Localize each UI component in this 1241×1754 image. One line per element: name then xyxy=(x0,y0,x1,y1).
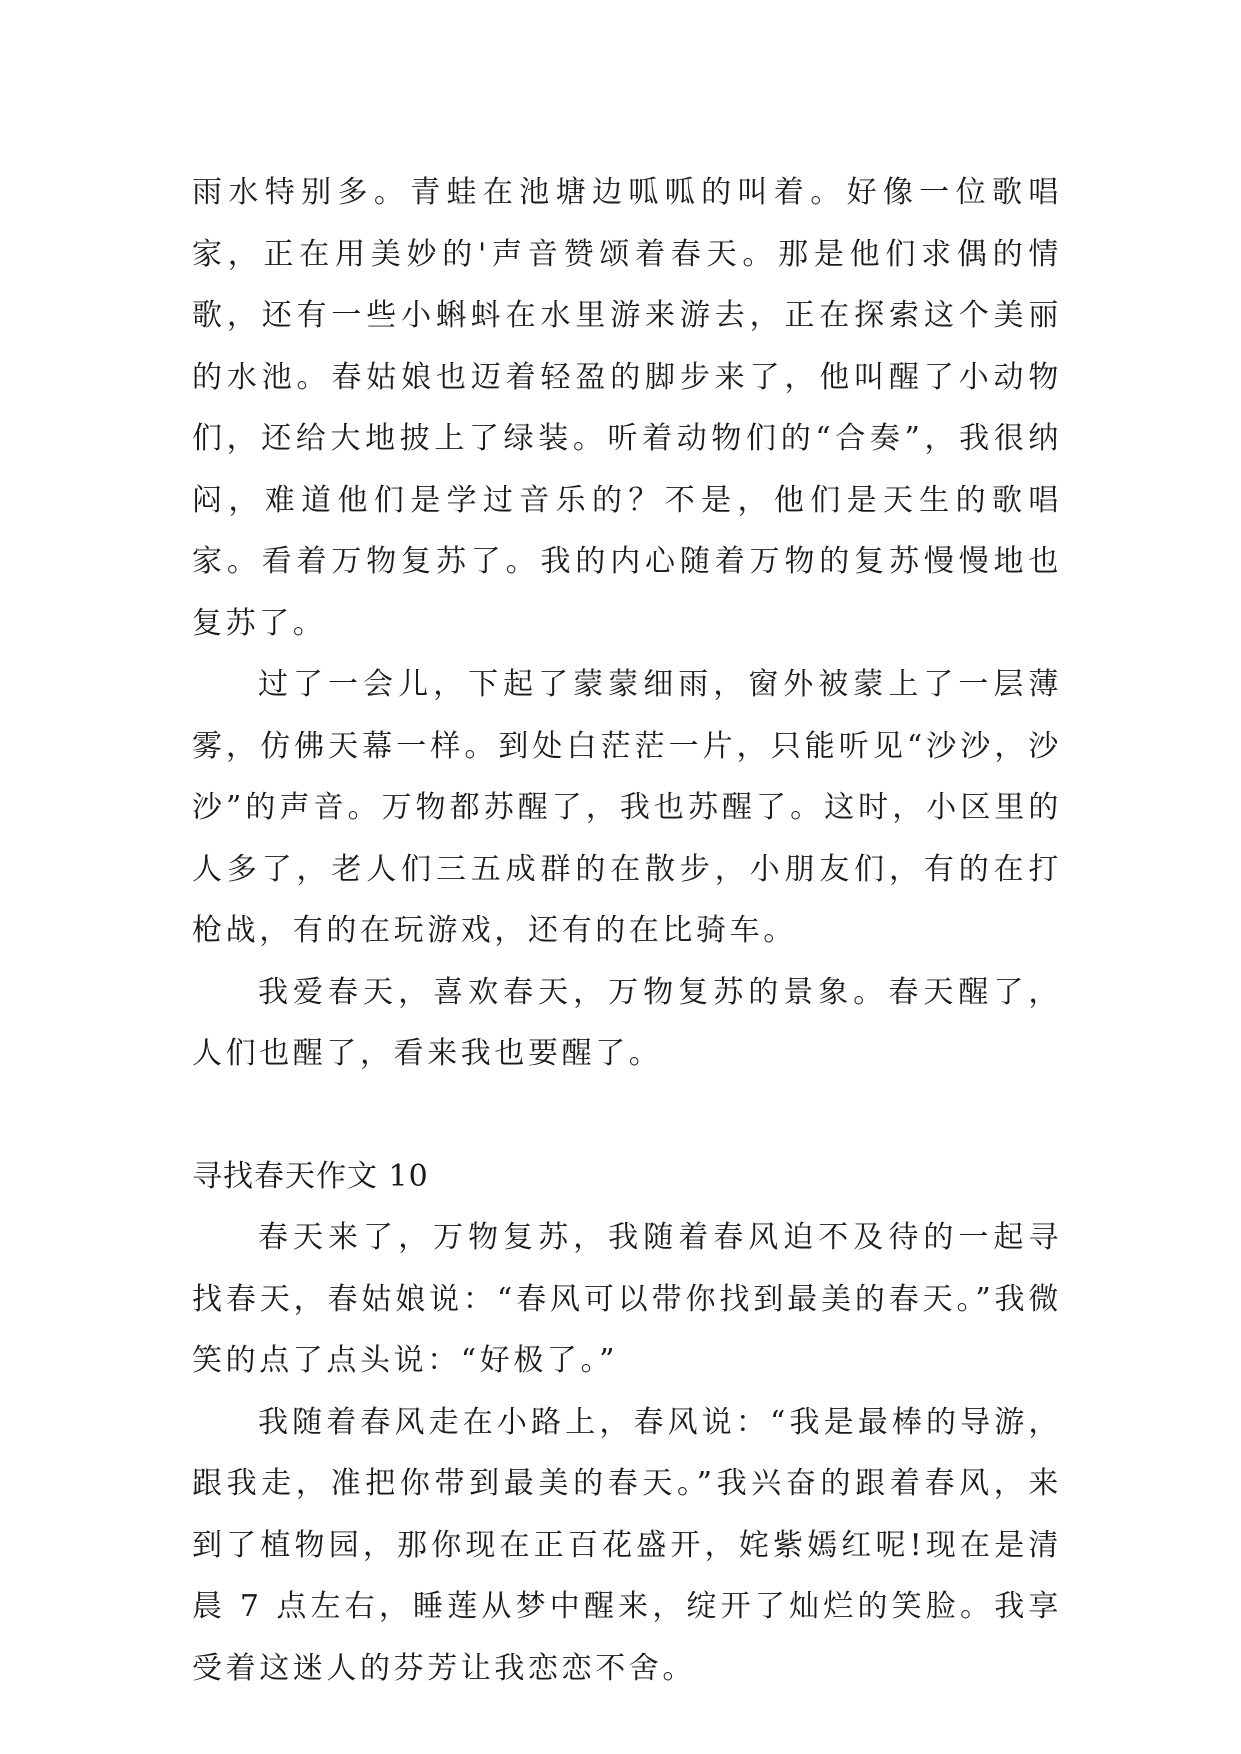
section-title: 寻找春天作文 10 xyxy=(192,1158,429,1194)
paragraph-drizzle: 过了一会儿，下起了蒙蒙细雨，窗外被蒙上了一层薄雾，仿佛天幕一样。到处白茫茫一片，只能听见“沙沙，沙沙”的声音。万物都苏醒了，我也苏醒了。这时，小区里的人多了，老人们三五成群的在散步，小朋友们，有的在打枪战，有的在玩游戏，还有的在比骑车。 xyxy=(192,667,1062,948)
paragraph-rain-frogs: 雨水特别多。青蛙在池塘边呱呱的叫着。好像一位歌唱家，正在用美妙的'声音赞颂着春天。那是他们求偶的情歌，还有一些小蝌蚪在水里游来游去，正在探索这个美丽的水池。春姑娘也迈着轻盈的脚步来了，他叫醒了小动物们，还给大地披上了绿装。听着动物们的“合奏”，我很纳闷，难道他们是学过音乐的？不是，他们是天生的歌唱家。看着万物复苏了。我的内心随着万物的复苏慢慢地也复苏了。 xyxy=(192,175,1062,641)
document-body xyxy=(192,162,1062,1699)
paragraph-love-spring: 我爱春天，喜欢春天，万物复苏的景象。春天醒了，人们也醒了，看来我也要醒了。 xyxy=(192,974,1062,1071)
paragraph-botanical-garden: 我随着春风走在小路上，春风说：“我是最棒的导游，跟我走，准把你带到最美的春天。”我兴奋的跟着春风，来到了植物园，那你现在正百花盛开，姹紫嫣红呢!现在是清晨 7 点左右，睡莲从梦中醒来，绽开了灿烂的笑脸。我享受着这迷人的芬芳让我恋恋不舍。 xyxy=(192,1404,1062,1686)
section-spacer xyxy=(192,1085,1062,1146)
paragraph-spring-breeze: 春天来了，万物复苏，我随着春风迫不及待的一起寻找春天，春姑娘说：“春风可以带你找到最美的春天。”我微笑的点了点头说：“好极了。” xyxy=(192,1220,1062,1378)
